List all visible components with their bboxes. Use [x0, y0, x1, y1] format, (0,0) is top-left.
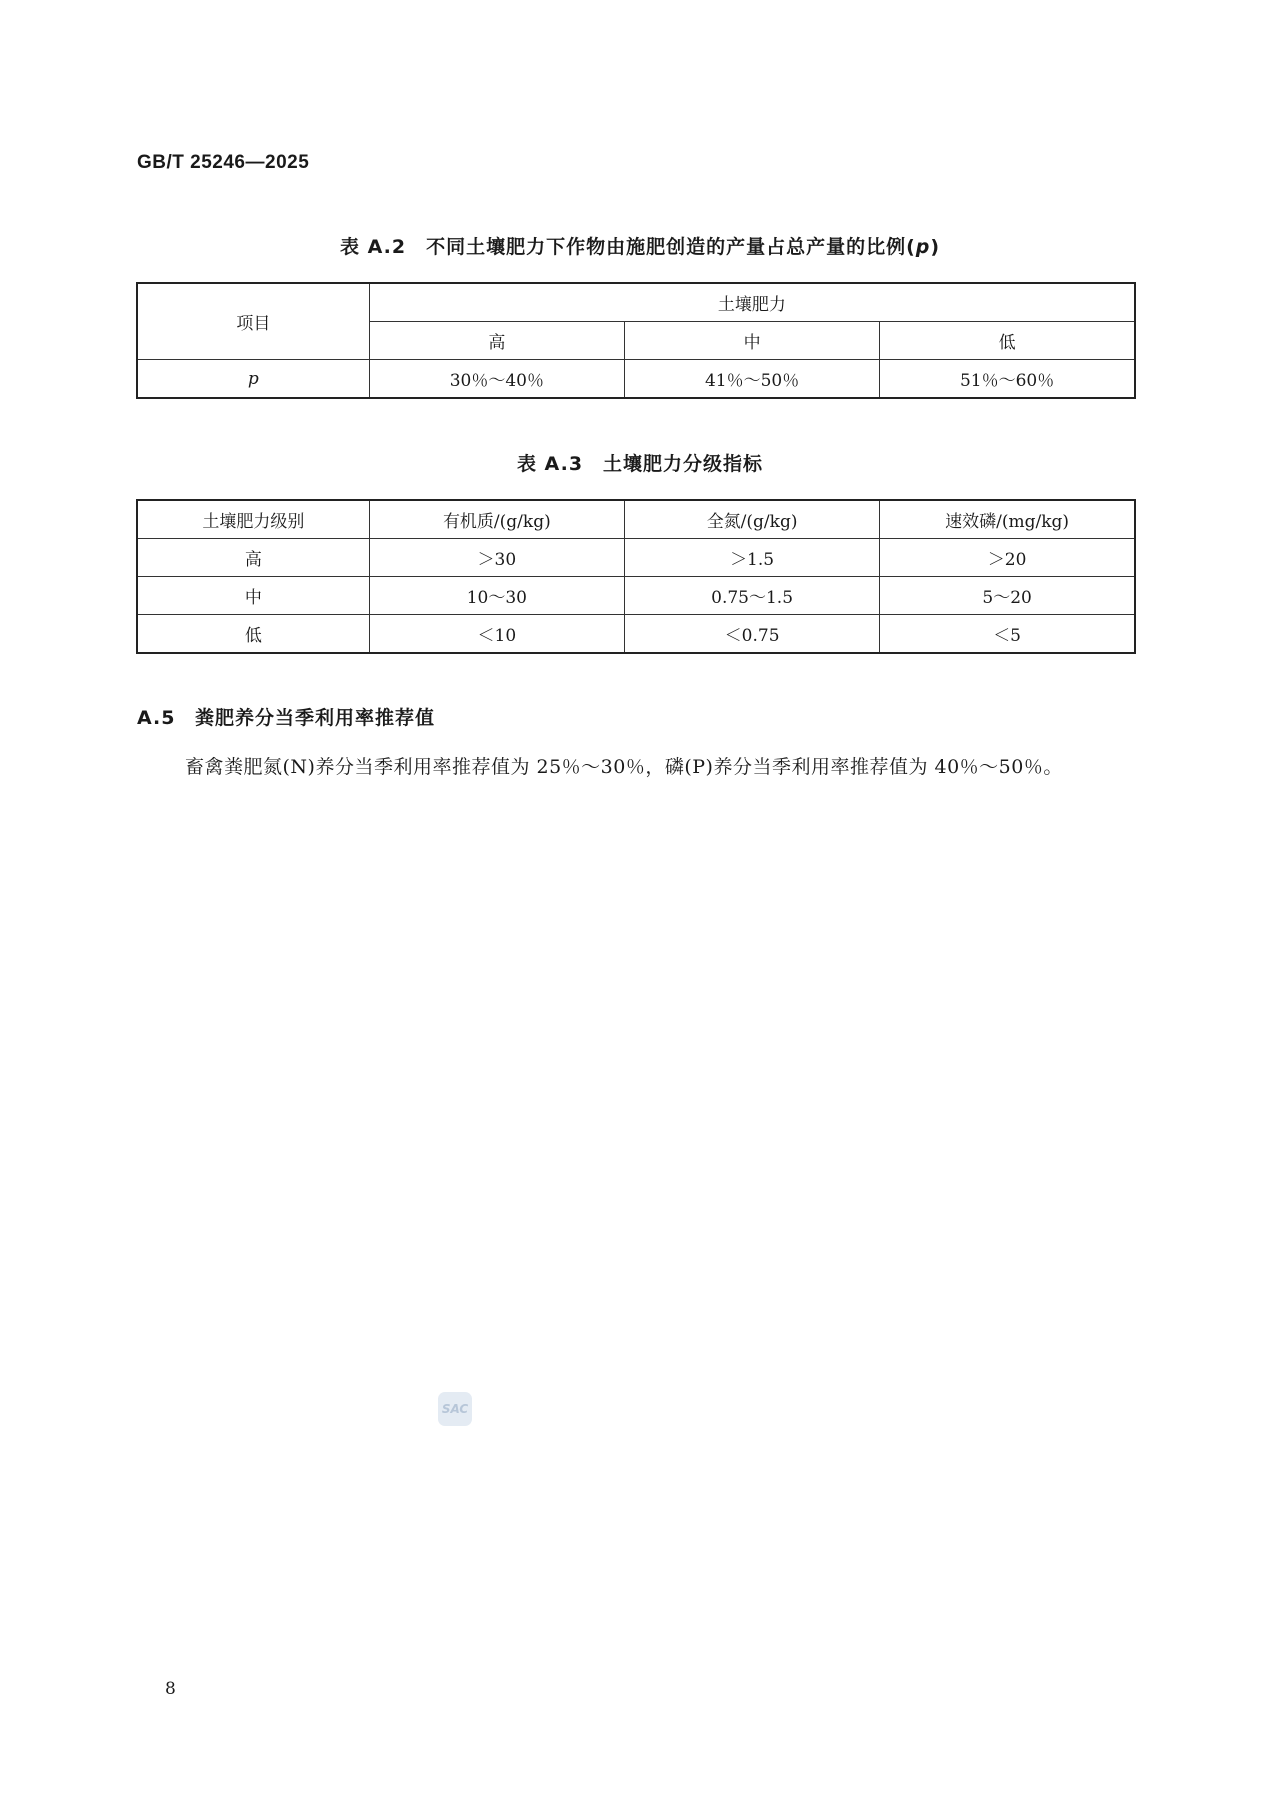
- table-cell: ＞1.5: [624, 539, 879, 577]
- table-a2-caption: [0, 232, 1280, 259]
- table-cell: 0.75～1.5: [624, 577, 879, 615]
- table-cell: ＞20: [880, 539, 1135, 577]
- table-a3-header-cell: 有机质/(g/kg): [369, 500, 624, 539]
- table-a2-level-medium: 中: [624, 322, 879, 360]
- section-a5-paragraph: 畜禽粪肥氮(N)养分当季利用率推荐值为 25％～30％，磷(P)养分当季利用率推荐值为 40％～50％。: [185, 756, 1063, 778]
- table-a2-group-header: 土壤肥力: [369, 283, 1135, 322]
- page-number: 8: [165, 1679, 176, 1699]
- sac-watermark-logo: SAC: [438, 1392, 472, 1426]
- table-cell: ＜0.75: [624, 615, 879, 654]
- table-row: [137, 615, 1135, 654]
- section-a5-heading: [137, 703, 435, 730]
- table-cell: ＜5: [880, 615, 1135, 654]
- table-a3-header-cell: 速效磷/(mg/kg): [880, 500, 1135, 539]
- table-a2-caption-var: p: [915, 236, 931, 258]
- table-cell: 10～30: [369, 577, 624, 615]
- table-cell: 低: [137, 615, 369, 654]
- table-cell: ＞30: [369, 539, 624, 577]
- table-a2-row-header: 项目: [137, 283, 369, 360]
- table-a3: [136, 499, 1136, 654]
- table-row: [137, 577, 1135, 615]
- table-cell: ＜10: [369, 615, 624, 654]
- table-header-row: [137, 500, 1135, 539]
- section-number: A.5: [137, 707, 176, 729]
- table-row: [137, 539, 1135, 577]
- standard-code-header: GB/T 25246—2025: [137, 152, 310, 173]
- table-a2-row-label: p: [137, 360, 369, 399]
- table-cell: 高: [137, 539, 369, 577]
- table-row: [137, 360, 1135, 399]
- table-a2: [136, 282, 1136, 399]
- table-a3-header-cell: 全氮/(g/kg): [624, 500, 879, 539]
- table-a3-header-cell: 土壤肥力级别: [137, 500, 369, 539]
- table-a2-caption-end: ): [930, 236, 941, 258]
- table-row: [137, 283, 1135, 322]
- table-cell: 中: [137, 577, 369, 615]
- table-cell: 5～20: [880, 577, 1135, 615]
- table-a3-caption: 表 A.3 土壤肥力分级指标: [516, 453, 764, 475]
- table-a2-caption-text: 表 A.2 不同土壤肥力下作物由施肥创造的产量占总产量的比例(: [339, 236, 916, 258]
- table-a2-value-low: 51％～60％: [880, 360, 1135, 399]
- table-a2-value-medium: 41％～50％: [624, 360, 879, 399]
- section-title: 粪肥养分当季利用率推荐值: [195, 707, 436, 729]
- table-a2-level-low: 低: [880, 322, 1135, 360]
- table-a2-value-high: 30％～40％: [369, 360, 624, 399]
- table-a2-level-high: 高: [369, 322, 624, 360]
